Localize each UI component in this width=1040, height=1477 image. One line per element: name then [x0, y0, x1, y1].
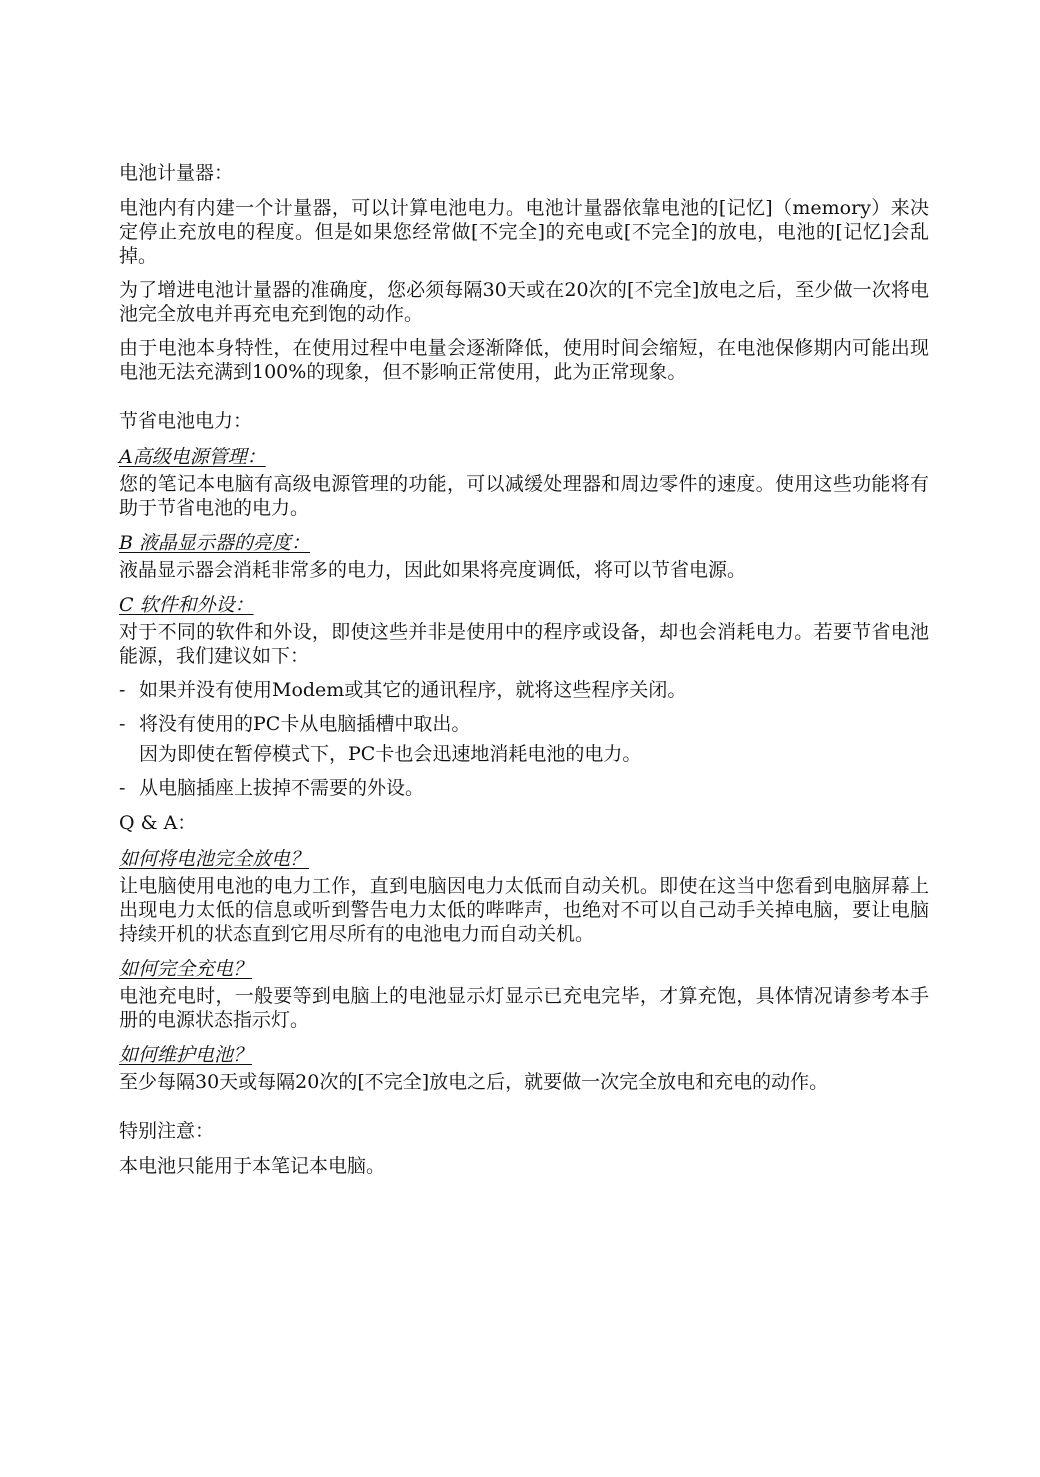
- paragraph-software-peripherals: 对于不同的软件和外设，即使这些并非是使用中的程序或设备，却也会消耗电力。若要节省电池能源，我们建议如下：: [119, 621, 929, 667]
- subheading-power-management: A高级电源管理：: [119, 446, 266, 468]
- paragraph-power-management: 您的笔记本电脑有高级电源管理的功能，可以减缓处理器和周边零件的速度。使用这些功能将有助于节省电池的电力。: [119, 473, 929, 519]
- bullet-dash: -: [119, 713, 126, 735]
- paragraph-meter-capacity: 由于电池本身特性，在使用过程中电量会逐渐降低，使用时间会缩短，在电池保修期内可能出现电池无法充满到100%的现象，但不影响正常使用，此为正常现象。: [119, 337, 929, 383]
- question-maintain-battery: 如何维护电池？: [119, 1044, 253, 1066]
- subheading-lcd-brightness: B 液晶显示器的亮度：: [119, 532, 311, 554]
- answer-full-charge: 电池充电时，一般要等到电脑上的电池显示灯显示已充电完毕，才算充饱，具体情况请参考本手册的电源状态指示灯。: [119, 985, 929, 1031]
- list-item-text: 如果并没有使用Modem或其它的通讯程序，就将这些程序关闭。: [139, 679, 687, 701]
- list-item-text: 从电脑插座上拔掉不需要的外设。: [139, 777, 425, 799]
- question-full-charge: 如何完全充电？: [119, 958, 253, 980]
- section-heading-save-power: 节省电池电力：: [119, 410, 253, 432]
- question-full-discharge: 如何将电池完全放电？: [119, 848, 310, 870]
- answer-full-discharge: 让电脑使用电池的电力工作，直到电脑因电力太低而自动关机。即使在这当中您看到电脑屏幕上出现电力太低的信息或听到警告电力太低的哔哔声，也绝对不可以自己动手关掉电脑，要让电脑持续开机的状态直到它用尽所有的电池电力而自动关机。: [119, 875, 929, 945]
- bullet-dash: -: [119, 679, 126, 701]
- subheading-software-peripherals: C 软件和外设：: [119, 594, 254, 616]
- paragraph-lcd-brightness: 液晶显示器会消耗非常多的电力，因此如果将亮度调低，将可以节省电源。: [119, 559, 747, 581]
- section-heading-special-note: 特别注意：: [119, 1120, 215, 1142]
- paragraph-meter-intro: 电池内有内建一个计量器，可以计算电池电力。电池计量器依靠电池的[记忆]（memory）来决定停止充放电的程度。但是如果您经常做[不完全]的充电或[不完全]的放电，电池的[记忆]会乱掉。: [119, 197, 929, 267]
- list-item-note: 因为即使在暂停模式下，PC卡也会迅速地消耗电池的电力。: [139, 743, 642, 765]
- list-item: [119, 678, 929, 702]
- section-heading-qa: Q & A：: [119, 812, 197, 834]
- list-item-text: 将没有使用的PC卡从电脑插槽中取出。: [139, 713, 471, 735]
- list-item: [119, 776, 929, 800]
- section-heading-battery-meter: 电池计量器：: [119, 162, 234, 184]
- paragraph-meter-accuracy: 为了增进电池计量器的准确度，您必须每隔30天或在20次的[不完全]放电之后，至少做一次将电池完全放电并再充电充到饱的动作。: [119, 279, 929, 325]
- document-page: [119, 160, 929, 1188]
- list-item: [119, 712, 929, 736]
- paragraph-special-note: 本电池只能用于本笔记本电脑。: [119, 1155, 386, 1177]
- bullet-dash: -: [119, 777, 126, 799]
- answer-maintain-battery: 至少每隔30天或每隔20次的[不完全]放电之后，就要做一次完全放电和充电的动作。: [119, 1071, 829, 1093]
